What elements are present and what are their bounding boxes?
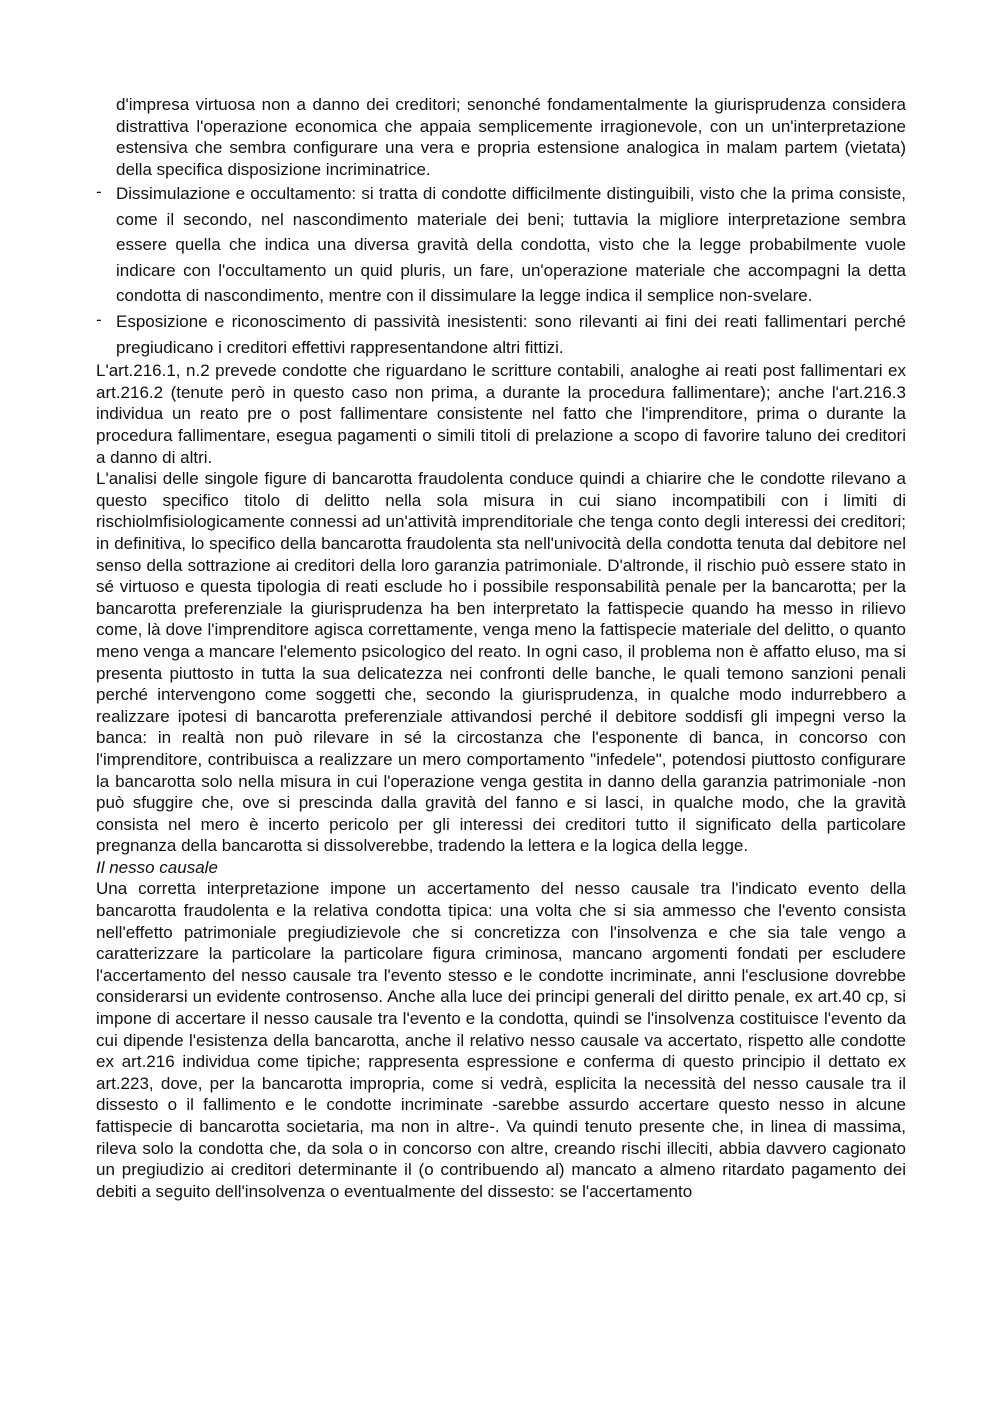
paragraph-nesso-causale: Una corretta interpretazione impone un accertamento del nesso causale tra l'indicato evento della bancarotta fraudolenta e la relativa condotta tipica: una volta che si sia ammesso che l'evento consista nell'effetto patrimoniale pregiudizievole che si concretizza con l'insolvenza e che sia tale vengo a caratterizzare la particolare la particolare figura criminosa, mancano argomenti fondati per escludere l'accertamento del nesso causale tra l'evento stesso e le condotte incriminate, anni l'esclusione dovrebbe considerarsi un evidente controsenso. Anche alla luce dei principi generali del diritto penale, ex art.40 cp, si impone di accertare il nesso causale tra l'evento e la condotta, quindi se l'insolvenza costituisce l'evento da cui dipende l'esistenza della bancarotta, anche il relativo nesso causale va accertato, rispetto alle condotte ex art.216 individua come tipiche; rappresenta espressione e conferma di questo principio il dettato ex art.223, dove, per la bancarotta impropria, come si vedrà, esplicita la necessità del nesso causale tra il dissesto o il fallimento e le condotte incriminate -sarebbe assurdo accertare questo nesso in alcune fattispecie di bancarotta societaria, ma non in altre-. Va quindi tenuto presente che, in linea di massima, rileva solo la condotta che, da sola o in concorso con altre, creando rischi illeciti, abbia davvero cagionato un pregiudizio ai creditori determinante il (o contribuendo al) mancato a almeno ritardato pagamento dei debiti a seguito dell'insolvenza o eventualmente del dissesto: se l'accertamento xyxy=(96,879,906,1201)
bullet-text: Dissimulazione e occultamento: si tratta di condotte difficilmente distinguibili, visto che la prima consiste, come il secondo, nel nascondimento materiale dei beni; tuttavia la migliore interpretazione sembra essere quella che indica una diversa gravità della condotta, visto che la legge probabilmente vuole indicare con l'occultamento un quid pluris, un fare, un'operazione materiale che accompagni la detta condotta di nascondimento, mentre con il dissimulare la legge indica il semplice non-svelare. xyxy=(116,184,906,305)
intro-continuation-paragraph: d'impresa virtuosa non a danno dei creditori; senonché fondamentalmente la giurisprudenza considera distrattiva l'operazione economica che appaia semplicemente irragionevole, con un un'interpretazione estensiva che sembra configurare una vera e propria estensione analogica in malam partem (vietata) della specifica disposizione incriminatrice. xyxy=(116,95,906,179)
paragraph-art-216: L'art.216.1, n.2 prevede condotte che riguardano le scritture contabili, analoghe ai reati post fallimentari ex art.216.2 (tenute però in questo caso non prima, a durante la procedura fallimentare); anche l'art.216.3 individua un reato pre o post fallimentare consistente nel fatto che l'imprenditore, prima o durante la procedura fallimentare, esegua pagamenti o simili titoli di prelazione a scopo di favorire taluno dei creditori a danno di altri. xyxy=(96,361,906,467)
bullet-text: Esposizione e riconoscimento di passività inesistenti: sono rilevanti ai fini dei reati fallimentari perché pregiudicano i creditori effettivi rappresentandone altri fittizi. xyxy=(116,312,906,357)
section-heading: Il nesso causale xyxy=(96,857,218,877)
paragraph-analisi: L'analisi delle singole figure di bancarotta fraudolenta conduce quindi a chiarire che le condotte rilevano a questo specifico titolo di delitto nella sola misura in cui siano incompatibili con i limiti di rischiolmfisiologicamente connessi ad un'attività imprenditoriale che tenga conto degli interessi dei creditori; in definitiva, lo specifico della bancarotta fraudolenta sta nell'univocità della condotta tenuta dal debitore nel senso della sottrazione ai creditori della loro garanzia patrimoniale. D'altronde, il rischio può essere stato in sé virtuoso e questa tipologia di reati esclude ho i possibile responsabilità penale per la bancarotta; per la bancarotta preferenziale la giurisprudenza ha ben interpretato la fattispecie quando ha messo in rilievo come, là dove l'imprenditore agisca correttamente, venga meno la fattispecie materiale del delitto, o quanto meno venga a mancare l'elemento psicologico del reato. In ogni caso, il problema non è affatto eluso, ma si presenta piuttosto in tutta la sua delicatezza nei confronti delle banche, le quali temono sanzioni penali perché intervengono come soggetti che, secondo la giurisprudenza, in qualche modo indurrebbero a realizzare ipotesi di bancarotta preferenziale attivandosi perché il debitore soddisfi gli impegni verso la banca: in realtà non può rilevare in sé la circostanza che l'esponente di banca, in concorso con l'imprenditore, contribuisca a realizzare un mero comportamento "infedele", potendosi piuttosto configurare la bancarotta solo nella misura in cui l'operazione venga gestita in danno della garanzia patrimoniale -non può sfuggire che, ove si prescinda dalla gravità del fanno e si lasci, in qualche modo, che la gravità consista nel mero è incerto pericolo per gli interessi dei creditori tutto il significato della particolare pregnanza della bancarotta si dissolverebbe, tradendo la lettera e la logica della legge. xyxy=(96,469,906,856)
document-page xyxy=(96,94,906,1202)
bullet-item-esposizione xyxy=(96,309,906,360)
bullet-item-dissimulazione xyxy=(96,181,906,308)
bullet-dash: - xyxy=(96,310,102,330)
bullet-dash: - xyxy=(96,182,102,202)
